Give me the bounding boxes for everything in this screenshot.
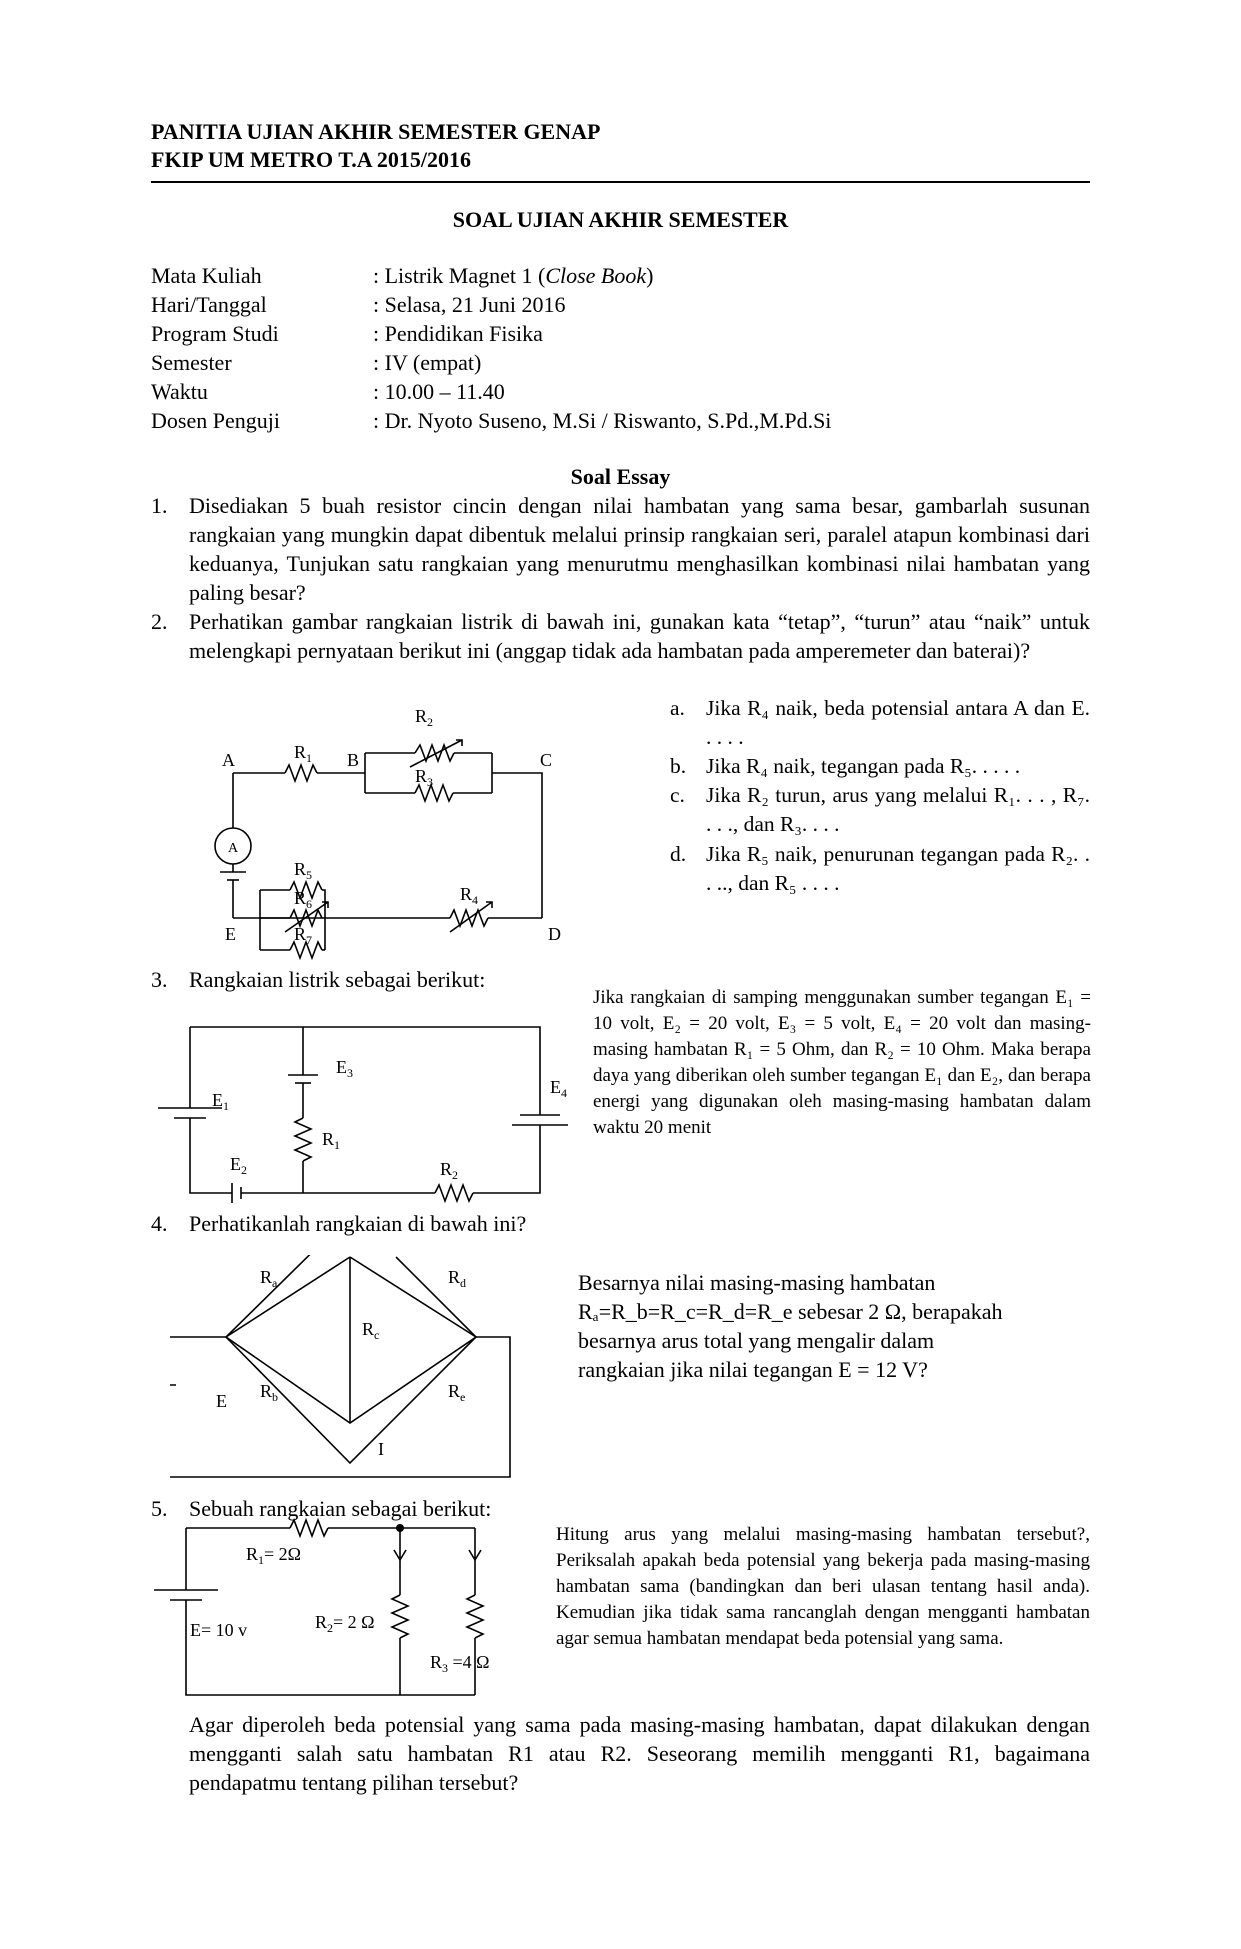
page-title: SOAL UJIAN AKHIR SEMESTER xyxy=(452,207,789,232)
svg-text:C: C xyxy=(540,750,553,770)
svg-text:E= 10 v: E= 10 v xyxy=(190,1620,248,1640)
svg-text:R2: $R_2$ xyxy=(415,706,434,729)
svg-text:Rc: $R_c$ xyxy=(362,1319,380,1342)
q2-item-c: c. Jika R₂ turun, arus yang melalui R₁. . . , R₇. . . ., dan R₃. . . . xyxy=(670,783,1090,836)
info-value: : Listrik Magnet 1 (Close Book) xyxy=(373,263,654,288)
question-number: 2. xyxy=(151,609,168,634)
circuit-diagram-q2 xyxy=(200,700,580,970)
svg-text:R4: $R_4$ xyxy=(460,884,479,907)
question-number: 4. xyxy=(151,1211,168,1236)
svg-text:R1: $R_1$ xyxy=(294,742,313,765)
svg-text:Re: $R_e$ xyxy=(448,1381,466,1404)
svg-text:E4: $E_4$ xyxy=(550,1077,567,1100)
section-title: Soal Essay xyxy=(570,464,671,489)
question-text: Disediakan 5 buah resistor cincin dengan nilai hambatan yang sama besar, gambarlah susunan rangkaian yang mungkin dapat dibentuk melalui prinsip rangkaian seri, paralel atapun kombinasi dari keduanya, Tunjukan satu rangkaian yang menurutmu menghasilkan kombinasi nilai hambatan yang paling besar? xyxy=(189,493,1090,605)
header-line-1: PANITIA UJIAN AKHIR SEMESTER GENAP xyxy=(151,119,601,144)
question-text: Perhatikanlah rangkaian di bawah ini? xyxy=(189,1211,527,1236)
svg-text:E: E xyxy=(225,924,236,944)
svg-text:E: E xyxy=(216,1391,227,1411)
q2-item-d: d. Jika R₅ naik, penurunan tegangan pada R₂. . . .., dan R₅ . . . . xyxy=(670,842,1090,895)
svg-text:R3 =4 Ω: $R_3 =4$ Ω xyxy=(430,1652,490,1675)
exam-info xyxy=(151,261,1051,441)
circuit-diagram-q5 xyxy=(140,1510,540,1700)
svg-text:E3: $E_3$ xyxy=(336,1057,353,1080)
question-2 xyxy=(151,607,1090,665)
header-line-2: FKIP UM METRO T.A 2015/2016 xyxy=(151,147,472,172)
question-number: 3. xyxy=(151,967,168,992)
q2-item-b: b. Jika R₄ naik, tegangan pada R₅. . . . . xyxy=(670,754,1021,778)
question-number: 1. xyxy=(151,493,168,518)
svg-text:R1= 2Ω: $R_1= 2\Omega$ xyxy=(246,1544,302,1567)
svg-text:Rb: $R_b$ xyxy=(260,1381,279,1404)
info-value: : Pendidikan Fisika xyxy=(373,321,543,346)
info-key: Mata Kuliah xyxy=(151,263,262,288)
svg-text:E2: $E_2$ xyxy=(230,1154,247,1177)
svg-text:A: A xyxy=(222,750,235,770)
q3-description: Jika rangkaian di samping menggunakan sumber tegangan E₁ = 10 volt, E₂ = 20 volt, E₃ = 5 volt, E₄ = 20 volt dan masing-masing hambatan R₁ = 5 Ohm, dan R₂ = 10 Ohm. Maka berapa daya yang diberikan oleh sumber tegangan E₁ dan E₂, dan berapa energi yang digunakan oleh masing-masing hambatan dalam waktu 20 menit xyxy=(593,987,1091,1138)
info-key: Program Studi xyxy=(151,321,279,346)
svg-text:A: A xyxy=(228,841,239,856)
circuit-diagram-q4 xyxy=(170,1255,550,1485)
question-4 xyxy=(151,1209,751,1238)
svg-text:E1: $E_1$ xyxy=(212,1090,229,1113)
svg-text:R2: $R_2$ xyxy=(440,1159,459,1182)
info-value: : 10.00 – 11.40 xyxy=(373,379,505,404)
svg-text:R2= 2 Ω: $R_2= 2$ Ω xyxy=(315,1612,375,1635)
svg-text:Ra: $R_a$ xyxy=(260,1267,278,1290)
question-3 xyxy=(151,965,651,994)
info-value: : Dr. Nyoto Suseno, M.Si / Riswanto, S.Pd.,M.Pd.Si xyxy=(373,408,832,433)
q4-description: Besarnya nilai masing-masing hambatan Rₐ=R_b=R_c=R_d=R_e sebesar 2 Ω, berapakah besarnya arus total yang mengalir dalam rangkaian jika nilai tegangan E = 12 V? xyxy=(578,1270,1003,1382)
q5-follow-up: Agar diperoleh beda potensial yang sama pada masing-masing hambatan, dapat dilakukan dengan mengganti salah satu hambatan R1 atau R2. Seseorang memilih mengganti R1, bagaimana pendapatmu tentang pilihan tersebut? xyxy=(189,1712,1090,1795)
circuit-diagram-q3 xyxy=(140,1015,580,1215)
question-text: Sebuah rangkaian sebagai berikut: xyxy=(189,1496,492,1521)
svg-text:R5: $R_5$ xyxy=(294,859,313,882)
q2-item-a: a. Jika R₄ naik, beda potensial antara A dan E. . . . . xyxy=(670,696,1090,749)
svg-text:B: B xyxy=(347,750,360,770)
info-key: Hari/Tanggal xyxy=(151,292,267,317)
info-key: Waktu xyxy=(151,379,208,404)
svg-text:R7: $R_7$ xyxy=(294,924,313,947)
info-value: : Selasa, 21 Juni 2016 xyxy=(373,292,566,317)
question-number: 5. xyxy=(151,1496,168,1521)
header-rule xyxy=(151,181,1090,183)
svg-text:D: D xyxy=(548,924,561,944)
question-text: Perhatikan gambar rangkaian listrik di bawah ini, gunakan kata “tetap”, “turun” atau “naik” untuk melengkapi pernyataan berikut ini (anggap tidak ada hambatan pada amperemeter dan baterai)? xyxy=(189,609,1090,663)
question-text: Rangkaian listrik sebagai berikut: xyxy=(189,967,486,992)
question-1 xyxy=(151,491,1090,607)
q5-description: Hitung arus yang melalui masing-masing hambatan tersebut?, Periksalah apakah beda potensial yang bekerja pada masing-masing hambatan sama (bandingkan dan beri ulasan tentang hasil anda). Kemudian jika tidak sama rancanglah dengan mengganti hambatan agar semua hambatan mendapat beda potensial yang sama. xyxy=(556,1524,1090,1649)
svg-text:R3: $R_3$ xyxy=(415,766,434,789)
info-key: Semester xyxy=(151,350,232,375)
svg-text:R1: $R_1$ xyxy=(322,1129,341,1152)
svg-text:Rd: $R_d$ xyxy=(448,1267,467,1290)
info-key: Dosen Penguji xyxy=(151,408,280,433)
info-value: : IV (empat) xyxy=(373,350,482,375)
svg-text:R6: $R_6$ xyxy=(294,888,313,911)
svg-text:I: I xyxy=(378,1439,384,1459)
